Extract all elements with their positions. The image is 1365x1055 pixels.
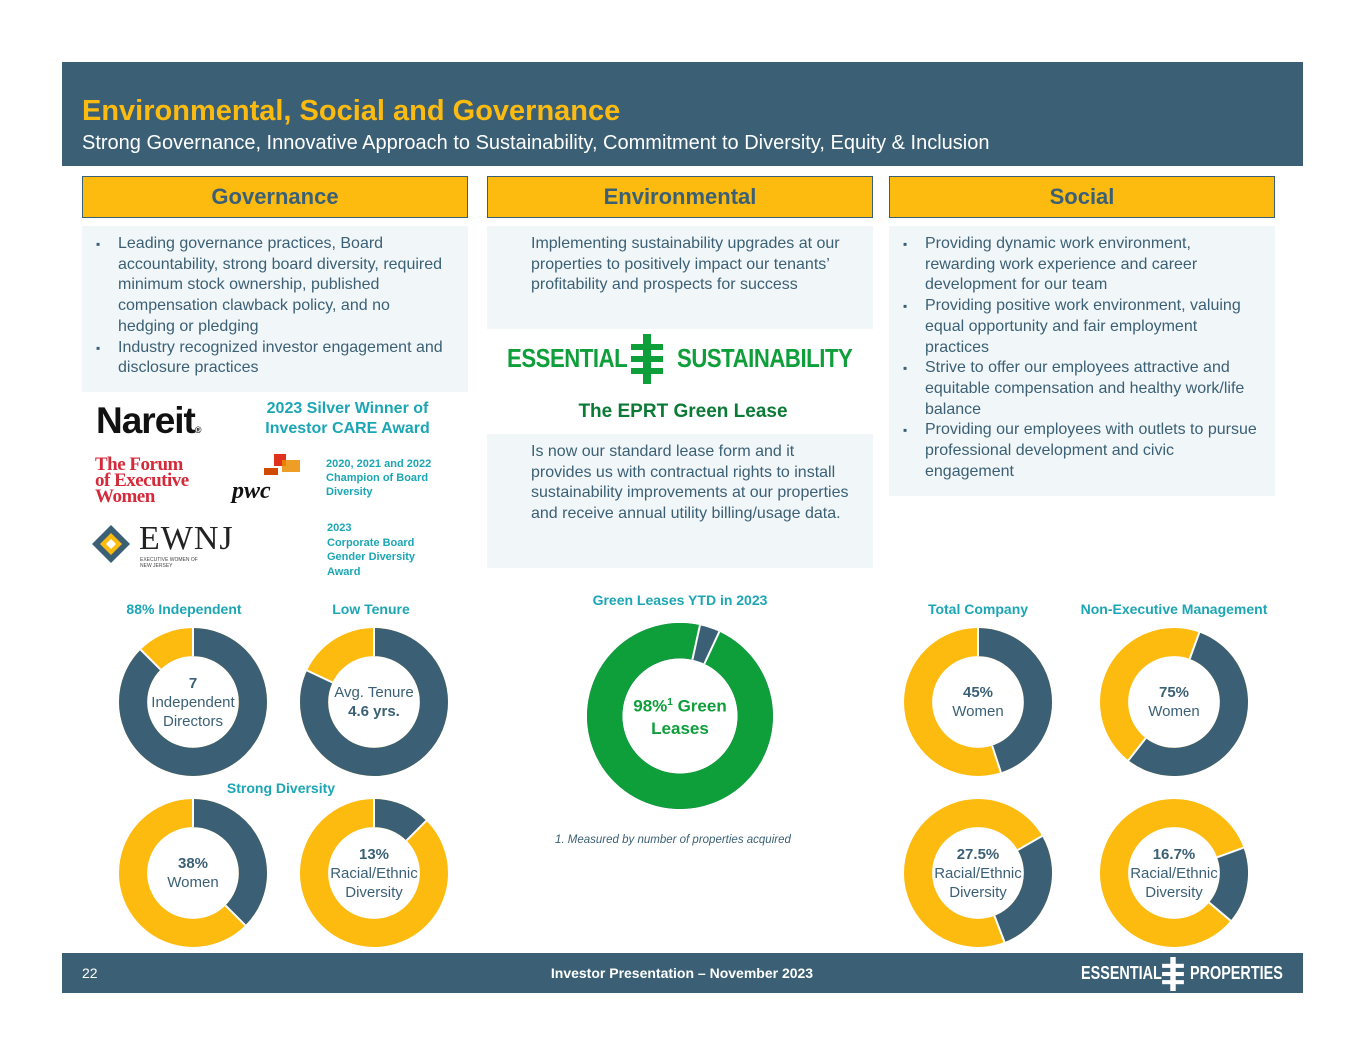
green-lease-title: The EPRT Green Lease [578, 401, 788, 422]
governance-bullets [94, 234, 446, 379]
social-bullet: ▪ Providing positive work environment, valuing equal opportunity and fair employment practices [901, 296, 1261, 358]
essential-sustainability-mark-icon [629, 334, 665, 384]
green-lease-donut-label: 98%$^1$ Green Leases [633, 696, 727, 738]
diversity-chart-title: Strong Diversity [226, 780, 336, 796]
independent-donut-label: 7 Independent Directors [151, 674, 235, 730]
total-company-title: Total Company [927, 601, 1029, 617]
board-women-donut-label: 38% Women [167, 855, 219, 891]
nonexec-women-donut-label: 75% Women [1148, 684, 1200, 720]
sustainability-logo-text: SUSTAINABILITY [677, 343, 853, 373]
governance-panel [82, 226, 468, 392]
ewnj-logo: EWNJ [139, 520, 234, 557]
social-heading: Social [889, 176, 1275, 218]
social-bullet: ▪ Strive to offer our employees attractive and equitable compensation and healthy work/life balance [901, 358, 1261, 420]
footer-logo-properties: PROPERTIES [1190, 963, 1283, 983]
social-bullets [901, 234, 1261, 482]
total-women-donut-label: 45% Women [952, 684, 1004, 720]
pwc-mark-icon [260, 454, 304, 478]
governance-bullet: ▪ Industry recognized investor engagement and disclosure practices [94, 338, 446, 379]
social-panel [889, 226, 1275, 496]
nonexec-racial-donut-label: 16.7% Racial/Ethnic Diversity [1130, 845, 1218, 901]
nonexec-title: Non-Executive Management [1080, 601, 1268, 617]
ewnj-subtitle: EXECUTIVE WOMEN OF NEW JERSEY [140, 557, 198, 569]
ewnj-diamond-icon [90, 523, 132, 565]
footnote: 1. Measured by number of properties acquired [555, 834, 791, 846]
independent-chart-title: 88% Independent [126, 601, 242, 617]
environmental-intro: Implementing sustainability upgrades at our properties to positively impact our tenants’ profitability and prospects for success [531, 235, 840, 294]
nareit-logo: Nareit® [96, 400, 201, 441]
social-bullet: ▪ Providing our employees with outlets to pursue professional development and civic engagement [901, 420, 1261, 482]
green-chart-title: Green Leases YTD in 2023 [592, 592, 768, 608]
social-bullet: ▪ Providing dynamic work environment, rewarding work experience and career development for our team [901, 234, 1261, 296]
page-title: Environmental, Social and Governance [82, 95, 621, 127]
board-racial-donut-label: 13% Racial/Ethnic Diversity [330, 845, 418, 901]
page-number: 22 [82, 965, 98, 981]
forum-executive-women-logo: The Forum of Executive Women [95, 454, 189, 507]
ewnj-award: 2023 Corporate Board Gender Diversity Award [327, 522, 416, 578]
page-subtitle: Strong Governance, Innovative Approach to Sustainability, Commitment to Diversity, Equity & Inclusion [82, 132, 990, 154]
footer-logo-essential: ESSENTIAL [1081, 963, 1162, 983]
environmental-intro-panel [487, 226, 873, 329]
green-lease-panel [487, 434, 873, 568]
governance-heading: Governance [82, 176, 468, 218]
green-lease-text: Is now our standard lease form and it provides us with contractual rights to install sustainability improvements at our properties and receive annual utility billing/usage data. [531, 443, 849, 523]
essential-logo-text: ESSENTIAL [507, 343, 628, 373]
pwc-logo: pwc [232, 478, 271, 504]
environmental-heading: Environmental [487, 176, 873, 218]
tenure-donut-label: Avg. Tenure 4.6 yrs. [334, 684, 414, 720]
nareit-award: 2023 Silver Winner of Investor CARE Award [265, 400, 430, 437]
essential-properties-mark-icon [1160, 957, 1186, 991]
governance-bullet: ▪ Leading governance practices, Board accountability, strong board diversity, required minimum stock ownership, published compensation clawback policy, and no hedging or pledging [94, 234, 446, 338]
tenure-chart-title: Low Tenure [332, 601, 410, 617]
footer-center-text: Investor Presentation – November 2023 [550, 965, 814, 981]
total-racial-donut-label: 27.5% Racial/Ethnic Diversity [934, 845, 1022, 901]
forum-award: 2020, 2021 and 2022 Champion of Board Diversity [326, 458, 432, 498]
